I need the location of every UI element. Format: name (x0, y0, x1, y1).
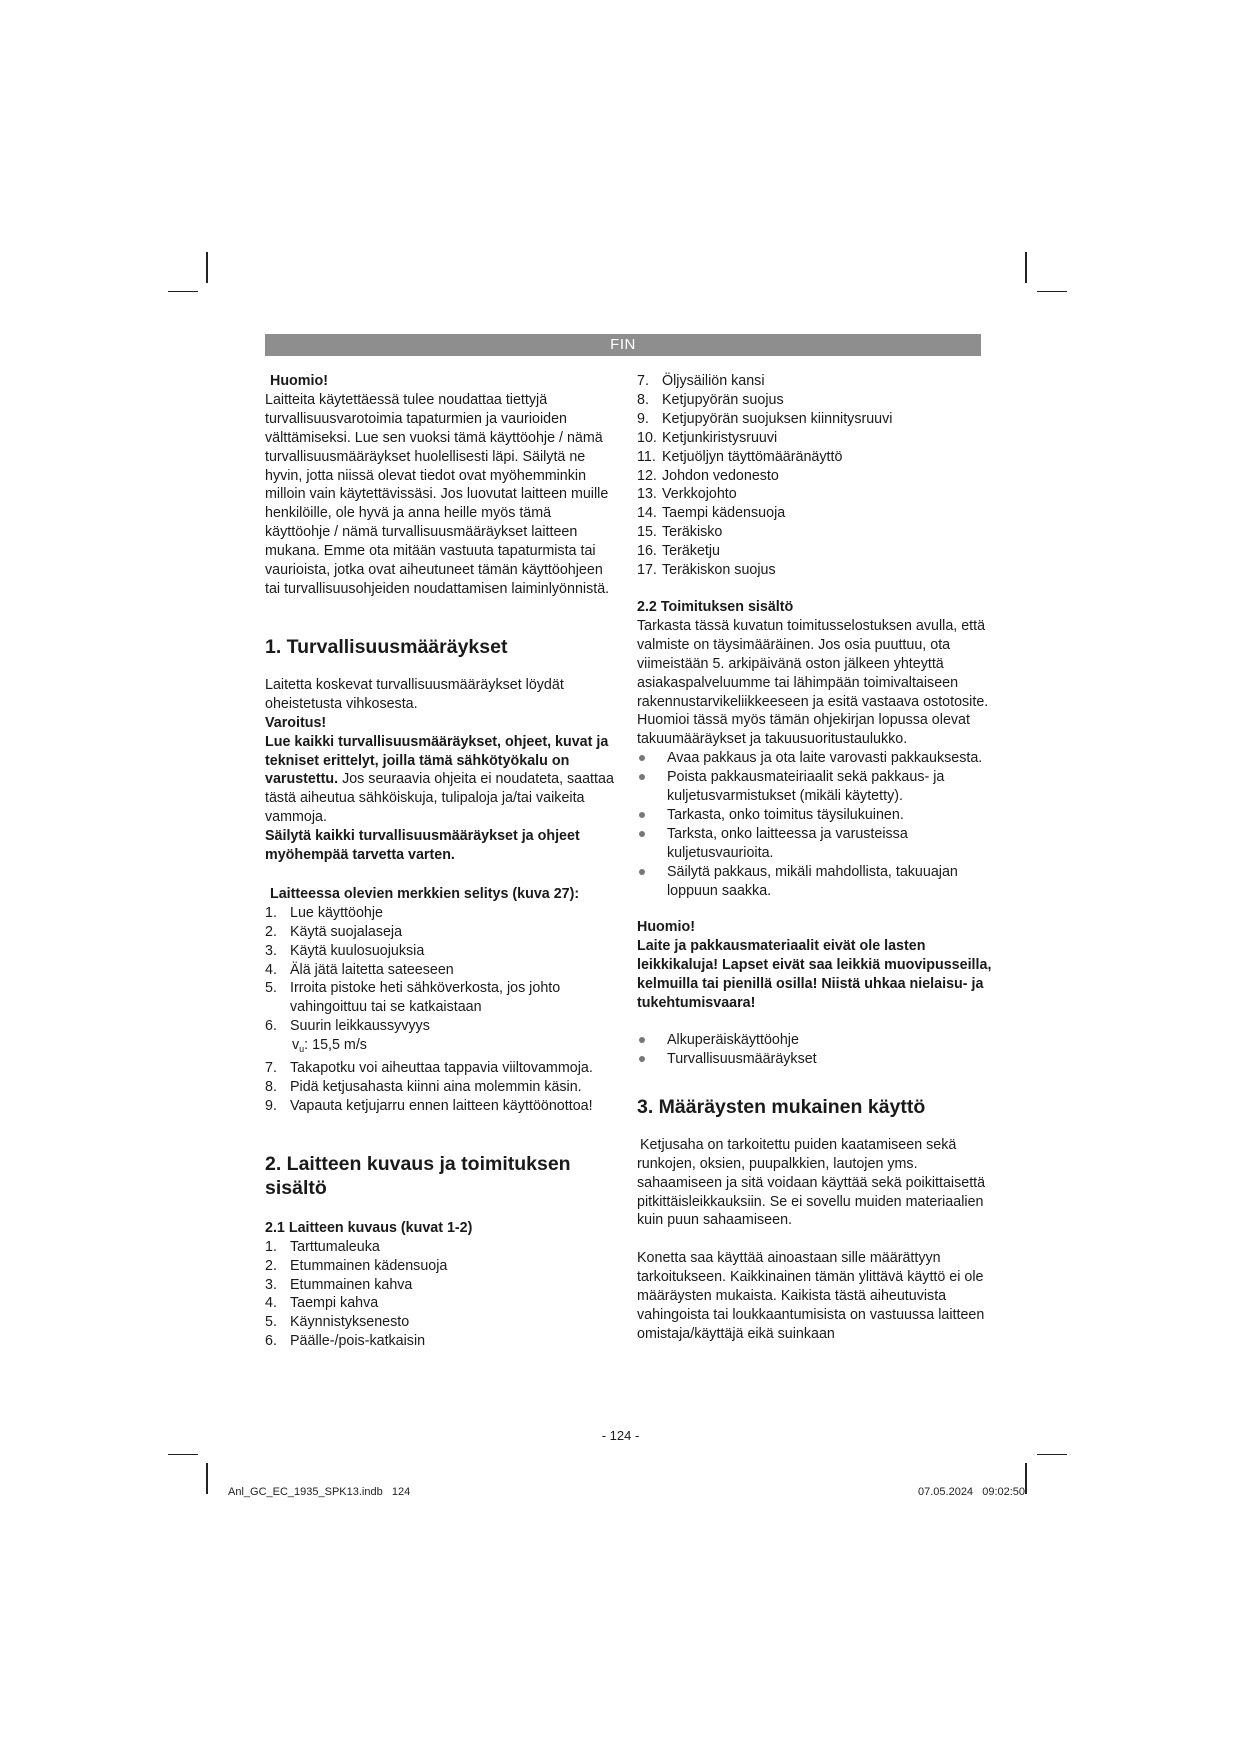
list-item: 13. Verkkojohto (637, 486, 737, 503)
section-1-title: 1. Turvallisuusmääräykset (265, 635, 508, 658)
list-item: 7. Takapotku voi aiheuttaa tappavia viiltovammoja. (265, 1060, 593, 1077)
list-item: 6. Suurin leikkaussyvyys $v_u$: 15,5 m/s (265, 1018, 430, 1055)
list-item: 2. Käytä suojalaseja (265, 923, 403, 940)
crop-mark (206, 1463, 208, 1494)
crop-mark (1025, 252, 1027, 283)
timestamp-slug: 07.05.2024 09:02:50 (918, 1486, 1026, 1498)
crop-mark (1037, 291, 1067, 292)
notice-title-2: Huomio! (637, 919, 695, 936)
list-item: 4. Taempi kahva (265, 1295, 379, 1312)
section-1-intro: Laitetta koskevat turvallisuusmääräykset löydät oheistetusta vihkosesta. (265, 676, 564, 712)
symbols-list (265, 904, 620, 1116)
list-item: 2. Etummainen kädensuoja (265, 1257, 448, 1274)
warning-keep-text: Säilytä kaikki turvallisuusmääräykset ja ohjeet myöhempää tarvetta varten. (265, 828, 580, 864)
right-column (637, 372, 992, 1344)
warning-title: Varoitus! (265, 714, 327, 731)
list-item: 11. Ketjuöljyn täyttömääränäyttö (637, 448, 843, 465)
list-item: 14. Taempi kädensuoja (637, 505, 786, 522)
list-item: 12. Johdon vedonesto (637, 467, 779, 484)
crop-mark (1037, 1454, 1067, 1455)
page-number: - 124 - (601, 1428, 640, 1443)
list-item: 3. Etummainen kahva (265, 1276, 413, 1293)
list-item: 8. Pidä ketjusahasta kiinni aina molemmin käsin. (265, 1079, 582, 1095)
section-3-title: 3. Määräysten mukainen käyttö (637, 1095, 926, 1118)
list-item: 4. Älä jätä laitetta sateeseen (265, 961, 454, 978)
speed-value: $v_u$: 15,5 m/s (292, 1037, 367, 1055)
section-2-1-title: 2.1 Laitteen kuvaus (kuvat 1-2) (265, 1219, 473, 1236)
list-item: 16. Teräketju (637, 543, 721, 560)
notice-title: Huomio! (270, 373, 328, 389)
list-item: Alkuperäiskäyttöohje (637, 1031, 992, 1050)
section-2-2-text: Tarkasta tässä kuvatun toimitusselostuksen avulla, että valmiste on täysimääräinen. Jos osia puuttuu, ota viimeistään 5. arkipäivänä oston jälkeen yhteyttä asiakaspalveluumme tai lähimpään toimivaltaiseen rakennustarvikeliikkeeseen ja esitä vastaava ostotosite. Huomioi tässä myös tämän ohjekirjan lopussa olevat takuumääräykset ja takuusuoritustaulukko. (637, 617, 989, 748)
list-item: Turvallisuusmääräykset (637, 1050, 992, 1069)
parts-list (265, 1238, 620, 1351)
list-item: 5. Käynnistyksenesto (265, 1314, 410, 1331)
file-slug: Anl_GC_EC_1935_SPK13.indb 124 (228, 1486, 411, 1498)
crop-mark (168, 291, 198, 292)
symbols-title: Laitteessa olevien merkkien selitys (kuva 27): (270, 885, 580, 902)
list-item: 10. Ketjunkiristysruuvi (637, 429, 778, 446)
list-item: Tarksta, onko laitteessa ja varusteissa kuljetusvaurioita. (637, 825, 992, 863)
list-item: 9. Ketjupyörän suojuksen kiinnitysruuvi (637, 410, 893, 427)
notice-text: Laitteita käytettäessä tulee noudattaa tiettyjä turvallisuusvarotoimia tapaturmien ja vaurioiden välttämiseksi. Lue sen vuoksi tämä käyttöohje / nämä turvallisuusmääräykset huolellisesti läpi. Säilytä ne hyvin, jotta niissä olevat tiedot ovat myöhemminkin milloin vain käytettävissäsi. Jos luovutat laitteen muille henkilöille, ole hyvä ja anna heille myös tämä käyttöohje / nämä turvallisuusmääräykset laitteen mukana. Emme ota mitään vastuuta tapaturmista tai vaurioista, jotka ovat aiheutuneet tämän käyttöohjeen tai turvallisuusohjeiden noudattamisen laiminlyönnistä. (265, 391, 610, 597)
delivery-steps-list (637, 749, 992, 900)
list-item: 15. Teräkisko (637, 524, 723, 541)
language-header-bar (265, 334, 981, 356)
list-item: Säilytä pakkaus, mikäli mahdollista, takuuajan loppuun saakka. (637, 863, 992, 901)
list-item: 1. Lue käyttöohje (265, 904, 383, 921)
list-item: 7. Öljysäiliön kansi (637, 373, 765, 389)
warning-paragraph (265, 733, 620, 828)
warning-text: Jos seuraavia ohjeita ei noudateta, saattaa tästä aiheutua sähköiskuja, tulipaloja ja/tai vaikeita vammoja. (265, 771, 614, 826)
list-item: 5. Irroita pistoke heti sähköverkosta, jos johto vahingoittuu tai se katkaistaan (265, 980, 561, 1016)
list-item: 9. Vapauta ketjujarru ennen laitteen käyttöönottoa! (265, 1097, 593, 1114)
warning-bold-text: Lue kaikki turvallisuusmääräykset, ohjeet, kuvat ja tekniset erittelyt, joilla tämä sähkötyökalu on varustettu. (265, 733, 609, 788)
list-item: Poista pakkausmateiriaalit sekä pakkaus- ja kuljetusvarmistukset (mikäli käytetty). (637, 768, 992, 806)
section-3-paragraph-1: Ketjusaha on tarkoitettu puiden kaatamiseen sekä runkojen, oksien, puupalkkien, lautojen yms. sahaamiseen ja sitä voidaan käyttää sekä poikittaisettä pitkittäisleikkauksiin. Se ei sovellu muiden materiaalien kuin puun sahaamiseen. (637, 1136, 986, 1229)
list-item: 8. Ketjupyörän suojus (637, 391, 784, 408)
section-3-paragraph-2: Konetta saa käyttää ainoastaan sille määrättyyn tarkoitukseen. Kaikkinainen tämän ylittävä käyttö ei ole määräysten mukaista. Kaikista tästä aiheutuvista vahingoista tai loukkaantumisista on vastuussa laitteen omistaja/käyttäjä eikä suinkaan (637, 1250, 985, 1342)
list-item: 17. Teräkiskon suojus (637, 562, 776, 579)
crop-mark (1025, 1463, 1027, 1494)
left-column (265, 372, 620, 1351)
language-label: FIN (610, 336, 636, 353)
list-item: 3. Käytä kuulosuojuksia (265, 942, 425, 959)
section-2-2-title: 2.2 Toimituksen sisältö (637, 598, 794, 615)
section-2-title: 2. Laitteen kuvaus ja toimituksen sisältö (265, 1152, 571, 1199)
list-item: Tarkasta, onko toimitus täysilukuinen. (637, 806, 992, 825)
notice-text-2: Laite ja pakkausmateriaalit eivät ole lasten leikkikaluja! Lapset eivät saa leikkiä muovipusseilla, kelmuilla tai pienillä osilla! Niistä uhkaa nielaisu- ja tukehtumisvaara! (637, 938, 992, 1012)
parts-list-continued (637, 372, 992, 580)
crop-mark (168, 1454, 198, 1455)
crop-mark (206, 252, 208, 283)
included-items-list (637, 1031, 992, 1069)
list-item: 1. Tarttumaleuka (265, 1238, 380, 1255)
list-item: 6. Päälle-/pois-katkaisin (265, 1333, 426, 1350)
list-item: Avaa pakkaus ja ota laite varovasti pakkauksesta. (637, 749, 992, 768)
